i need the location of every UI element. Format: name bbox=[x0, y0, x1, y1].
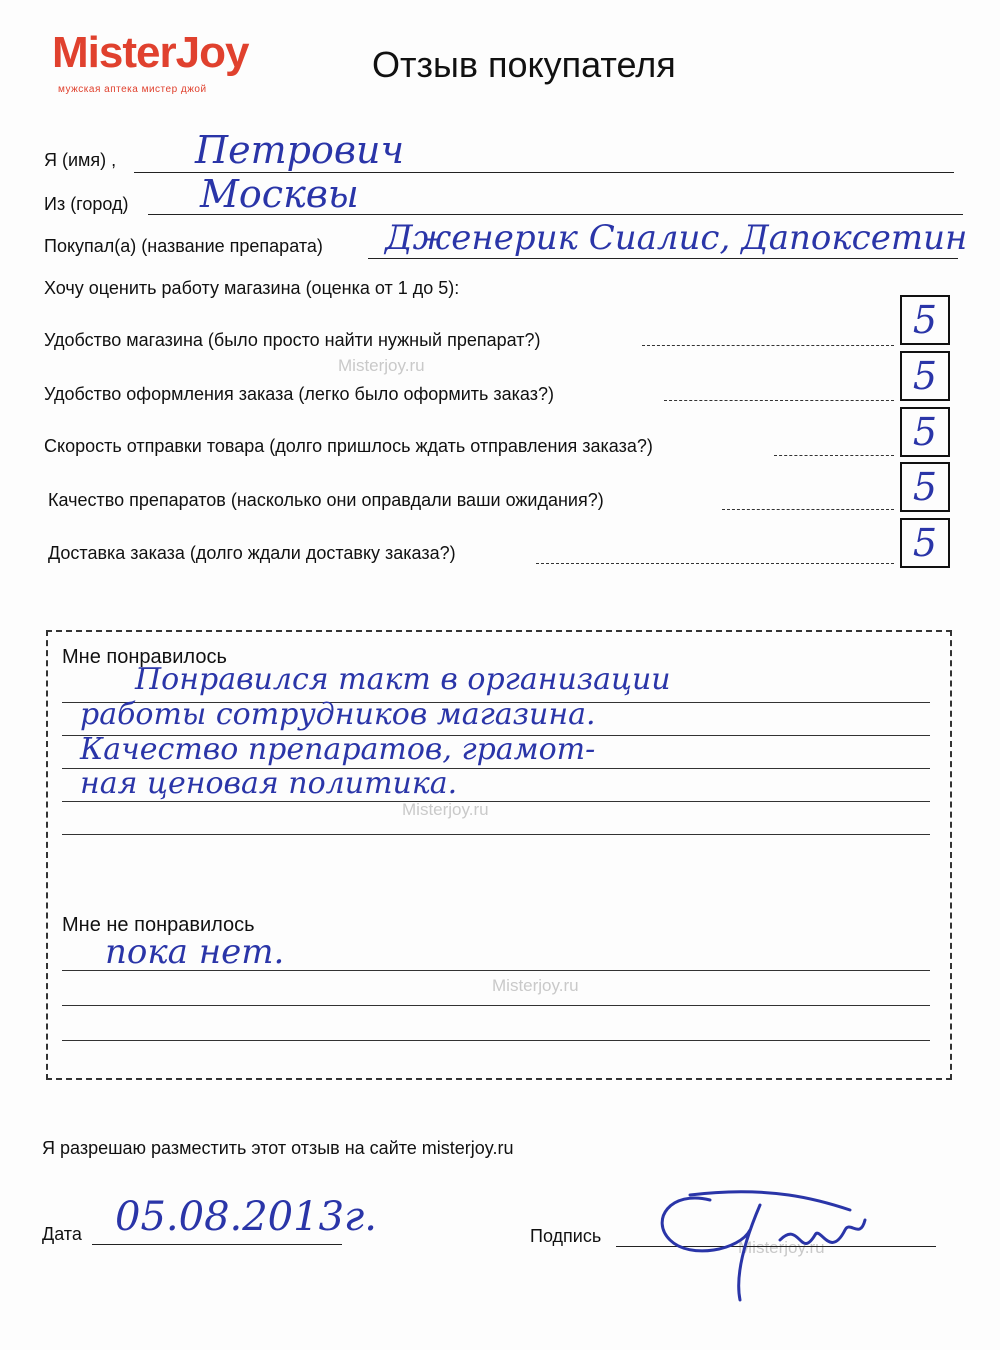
name-value: Петрович bbox=[195, 128, 405, 172]
disliked-heading: Мне не понравилось bbox=[62, 914, 255, 936]
rating-value-3: 5 bbox=[912, 410, 938, 454]
brand-logo: MisterJoy bbox=[52, 28, 249, 77]
rating-label-5: Доставка заказа (долго ждали доставку заказа?) bbox=[48, 543, 456, 563]
rating-box-3 bbox=[900, 407, 950, 457]
city-label: Из (город) bbox=[44, 194, 129, 214]
rating-leader-5 bbox=[536, 563, 894, 564]
brand-tagline: мужская аптека мистер джой bbox=[58, 84, 207, 95]
liked-line-1: Понравился такт в организации bbox=[135, 662, 671, 697]
signature-drawing bbox=[650, 1180, 880, 1310]
date-underline bbox=[92, 1244, 342, 1245]
name-label: Я (имя) , bbox=[44, 150, 117, 170]
rating-label-1: Удобство магазина (было просто найти нужный препарат?) bbox=[44, 330, 541, 350]
rating-label-4: Качество препаратов (насколько они оправдали ваши ожидания?) bbox=[48, 490, 604, 510]
liked-rule-4 bbox=[62, 801, 930, 802]
liked-line-2: работы сотрудников магазина. bbox=[80, 697, 596, 732]
product-value: Дженерик Сиалис, Дапоксетин bbox=[385, 218, 968, 258]
rating-intro: Хочу оценить работу магазина (оценка от 1 до 5): bbox=[44, 278, 460, 298]
date-value: 05.08.2013г. bbox=[115, 1194, 377, 1240]
rating-value-2: 5 bbox=[912, 354, 938, 398]
rating-label-2: Удобство оформления заказа (легко было оформить заказ?) bbox=[44, 384, 554, 404]
date-label: Дата bbox=[42, 1224, 82, 1244]
rating-value-1: 5 bbox=[912, 298, 938, 342]
consent-text: Я разрешаю разместить этот отзыв на сайте misterjoy.ru bbox=[42, 1138, 514, 1158]
page-title: Отзыв покупателя bbox=[372, 44, 676, 85]
rating-label-3: Скорость отправки товара (долго пришлось ждать отправления заказа?) bbox=[44, 436, 653, 456]
product-label: Покупал(а) (название препарата) bbox=[44, 236, 323, 256]
product-underline bbox=[368, 258, 958, 259]
watermark: Misterjoy.ru bbox=[738, 1238, 825, 1257]
rating-box-1 bbox=[900, 295, 950, 345]
liked-line-4: ная ценовая политика. bbox=[80, 766, 458, 801]
watermark: Misterjoy.ru bbox=[338, 356, 425, 375]
rating-leader-1 bbox=[642, 345, 894, 346]
liked-heading: Мне понравилось bbox=[62, 646, 227, 668]
rating-box-4 bbox=[900, 462, 950, 512]
rating-box-2 bbox=[900, 351, 950, 401]
city-value: Москвы bbox=[200, 172, 359, 216]
liked-line-3: Качество препаратов, грамот- bbox=[80, 732, 596, 767]
rating-leader-2 bbox=[664, 400, 894, 401]
liked-rule-5 bbox=[62, 834, 930, 835]
rating-leader-3 bbox=[774, 455, 894, 456]
disliked-rule-3 bbox=[62, 1040, 930, 1041]
rating-value-5: 5 bbox=[912, 521, 938, 565]
rating-leader-4 bbox=[722, 509, 894, 510]
disliked-rule-2 bbox=[62, 1005, 930, 1006]
signature-label: Подпись bbox=[530, 1226, 602, 1246]
watermark: Misterjoy.ru bbox=[492, 976, 579, 995]
disliked-line-1: пока нет. bbox=[105, 932, 285, 972]
rating-box-5 bbox=[900, 518, 950, 568]
watermark: Misterjoy.ru bbox=[402, 800, 489, 819]
rating-value-4: 5 bbox=[912, 465, 938, 509]
